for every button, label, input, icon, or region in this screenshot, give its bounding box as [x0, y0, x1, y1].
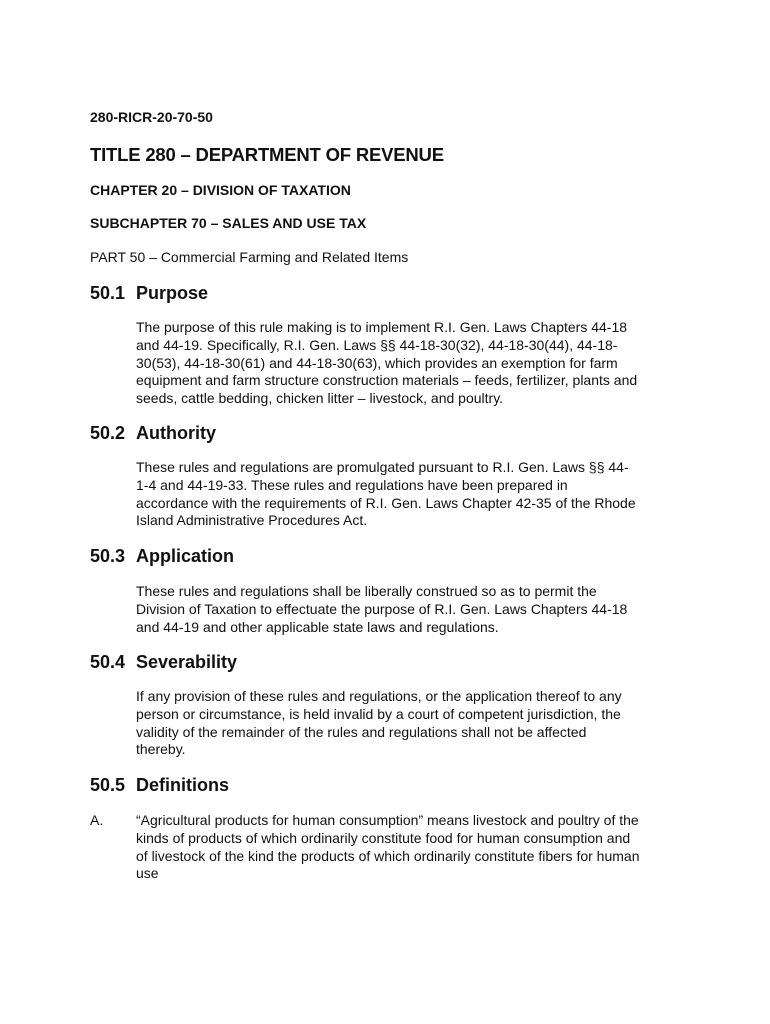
paragraph-line: use [136, 865, 159, 882]
section-number: 50.2 [90, 423, 126, 443]
paragraph-line: Island Administrative Procedures Act. [136, 512, 368, 529]
paragraph-line: These rules and regulations are promulgated pursuant to R.I. Gen. Laws §§ 44- [136, 459, 629, 475]
section-number: 50.4 [90, 652, 126, 672]
section-number: 50.5 [90, 775, 126, 795]
section-title: Purpose [136, 283, 209, 303]
paragraph-line: seeds, cattle bedding, chicken litter – livestock, and poultry. [136, 390, 504, 407]
severability-paragraph [136, 688, 684, 759]
paragraph-line: These rules and regulations shall be liberally construed so as to permit the [136, 583, 597, 599]
application-paragraph [136, 583, 684, 636]
section-heading-authority [90, 423, 216, 444]
paragraph-line: validity of the remainder of the rules and regulations shall not be affected [136, 723, 587, 740]
paragraph-line: Division of Taxation to effectuate the purpose of R.I. Gen. Laws Chapters 44-18 [136, 600, 628, 617]
paragraph-line: and 44-19 and other applicable state laws and regulations. [136, 618, 499, 635]
paragraph-line: equipment and farm structure construction materials – feeds, fertilizer, plants and [136, 372, 638, 389]
section-number: 50.1 [90, 283, 126, 303]
paragraph-line: 1-4 and 44-19-33. These rules and regulations have been prepared in [136, 476, 568, 493]
paragraph-line: of livestock of the kind the products of which ordinarily constitute fibers for human [136, 847, 640, 864]
paragraph-line: accordance with the requirements of R.I. Gen. Laws Chapter 42-35 of the Rhode [136, 494, 636, 511]
paragraph-line: person or circumstance, is held invalid by a court of competent jurisdiction, the [136, 705, 621, 722]
section-heading-application [90, 546, 234, 567]
part-heading: PART 50 – Commercial Farming and Related Items [90, 249, 409, 265]
section-title: Authority [136, 423, 216, 443]
chapter-heading: CHAPTER 20 – DIVISION OF TAXATION [90, 182, 351, 198]
paragraph-line: The purpose of this rule making is to implement R.I. Gen. Laws Chapters 44-18 [136, 319, 628, 335]
section-number: 50.3 [90, 546, 126, 566]
authority-paragraph [136, 459, 684, 530]
section-title: Definitions [136, 775, 229, 795]
paragraph-line: kinds of products of which ordinarily constitute food for human consumption and [136, 829, 631, 846]
section-title: Severability [136, 652, 238, 672]
paragraph-line: If any provision of these rules and regulations, or the application thereof to any [136, 688, 622, 704]
section-heading-purpose [90, 283, 208, 304]
definition-letter: A. [90, 812, 104, 828]
section-title: Application [136, 546, 234, 566]
section-heading-severability [90, 652, 237, 673]
document-id: 280-RICR-20-70-50 [90, 109, 213, 125]
section-heading-definitions [90, 775, 229, 796]
paragraph-line: thereby. [136, 741, 186, 758]
paragraph-line: and 44-19. Specifically, R.I. Gen. Laws §§ 44-18-30(32), 44-18-30(44), 44-18- [136, 336, 618, 353]
paragraph-line: 30(53), 44-18-30(61) and 44-18-30(63), which provides an exemption for farm [136, 354, 618, 371]
purpose-paragraph [136, 319, 684, 408]
paragraph-line: “Agricultural products for human consumption” means livestock and poultry of the [136, 812, 639, 828]
subchapter-heading: SUBCHAPTER 70 – SALES AND USE TAX [90, 215, 367, 231]
definition-paragraph [136, 812, 684, 883]
title-heading: TITLE 280 – DEPARTMENT OF REVENUE [90, 144, 444, 165]
